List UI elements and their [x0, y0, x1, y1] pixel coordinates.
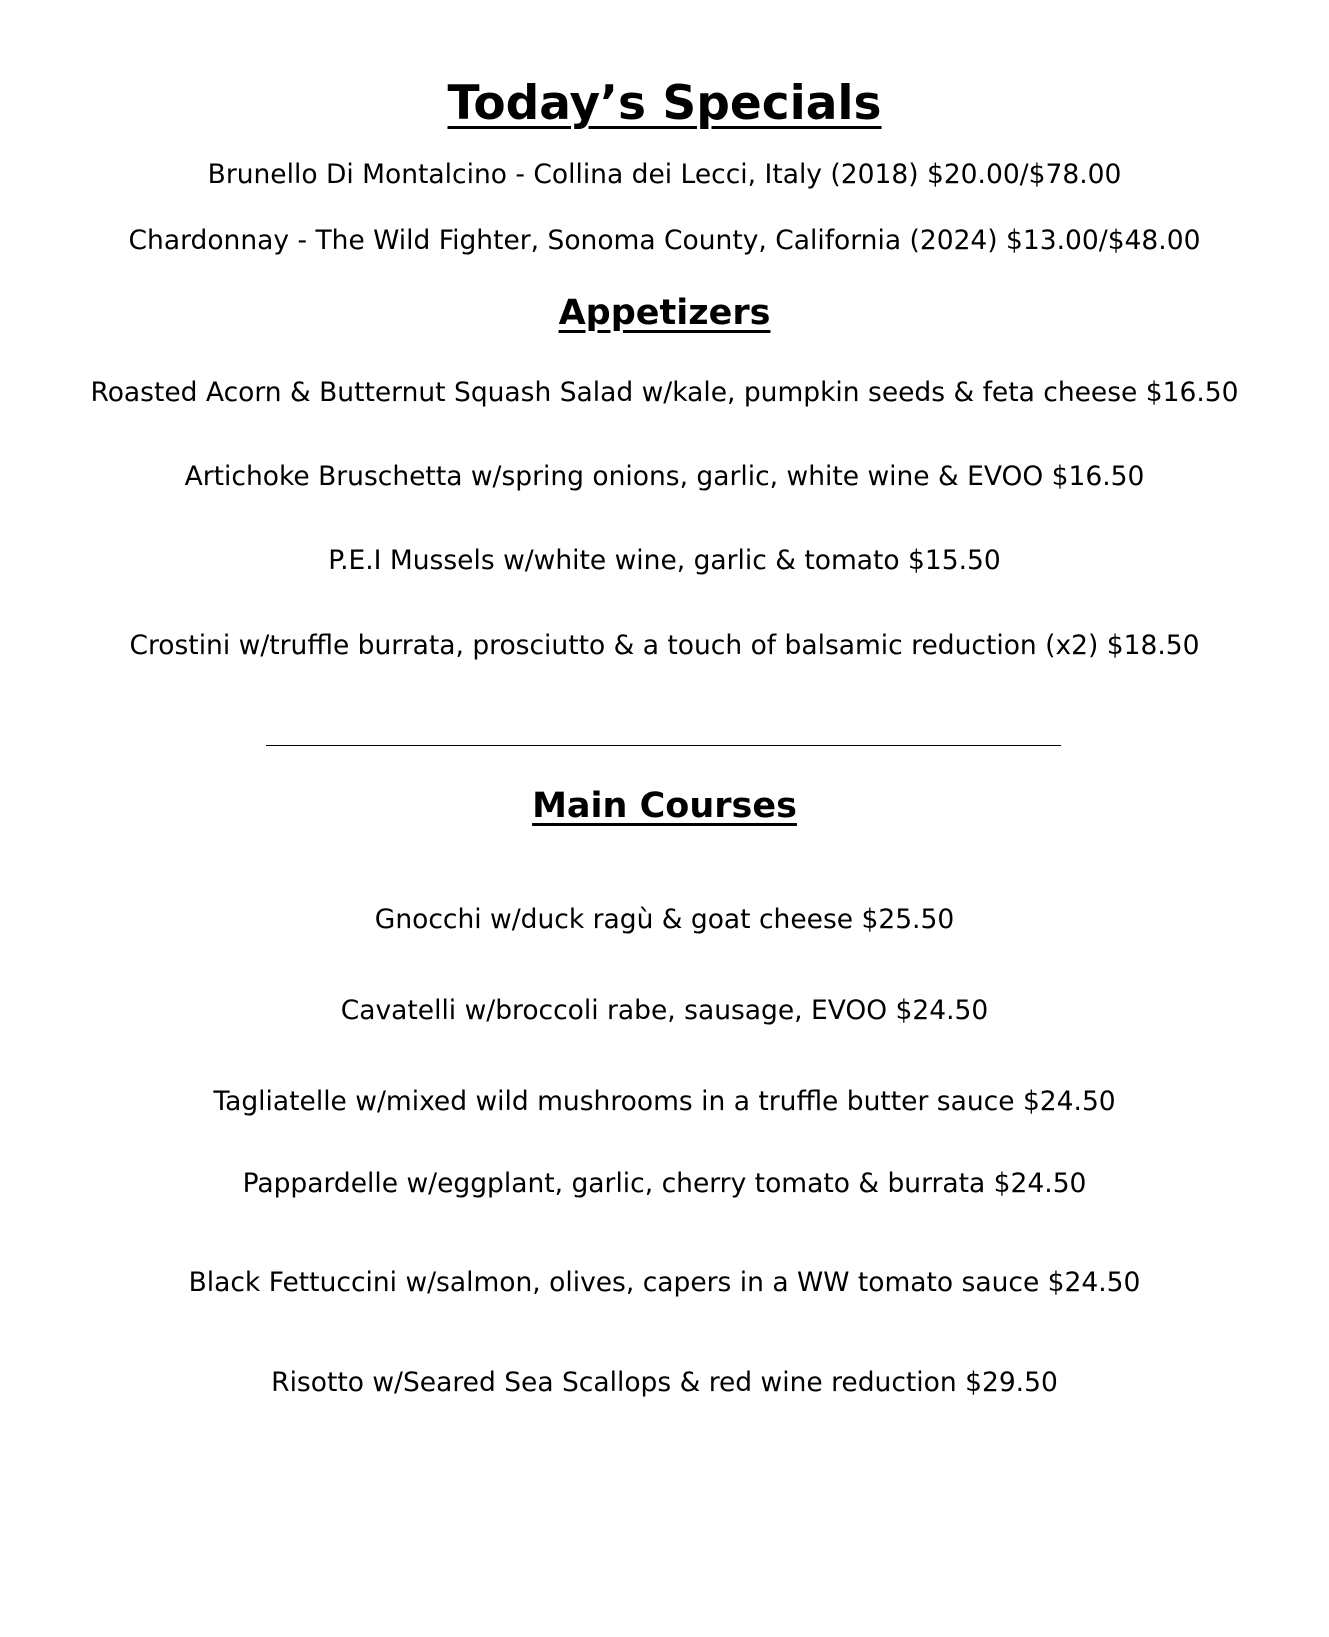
main-course-item: Cavatelli w/broccoli rabe, sausage, EVOO $24.50 — [340, 995, 989, 1026]
main-course-item: Pappardelle w/eggplant, garlic, cherry tomato & burrata $24.50 — [242, 1168, 1087, 1199]
appetizer-item: Roasted Acorn & Butternut Squash Salad w/kale, pumpkin seeds & feta cheese $16.50 — [90, 377, 1239, 408]
main-courses-heading: Main Courses — [532, 786, 797, 826]
appetizer-item: P.E.I Mussels w/white wine, garlic & tomato $15.50 — [328, 545, 1001, 576]
appetizer-item: Crostini w/truffle burrata, prosciutto & a touch of balsamic reduction (x2) $18.50 — [129, 630, 1200, 661]
page-title: Today’s Specials — [447, 76, 882, 131]
main-course-item: Black Fettuccini w/salmon, olives, capers in a WW tomato sauce $24.50 — [188, 1267, 1141, 1298]
main-course-item: Gnocchi w/duck ragù & goat cheese $25.50 — [374, 904, 955, 935]
section-divider — [266, 745, 1061, 746]
appetizers-heading: Appetizers — [558, 293, 771, 333]
appetizer-item: Artichoke Bruschetta w/spring onions, garlic, white wine & EVOO $16.50 — [184, 461, 1145, 492]
main-course-item: Risotto w/Seared Sea Scallops & red wine reduction $29.50 — [271, 1367, 1058, 1398]
wine-special: Chardonnay - The Wild Fighter, Sonoma County, California (2024) $13.00/$48.00 — [128, 225, 1201, 256]
wine-special: Brunello Di Montalcino - Collina dei Lecci, Italy (2018) $20.00/$78.00 — [207, 159, 1122, 190]
main-course-item: Tagliatelle w/mixed wild mushrooms in a truffle butter sauce $24.50 — [213, 1086, 1116, 1117]
